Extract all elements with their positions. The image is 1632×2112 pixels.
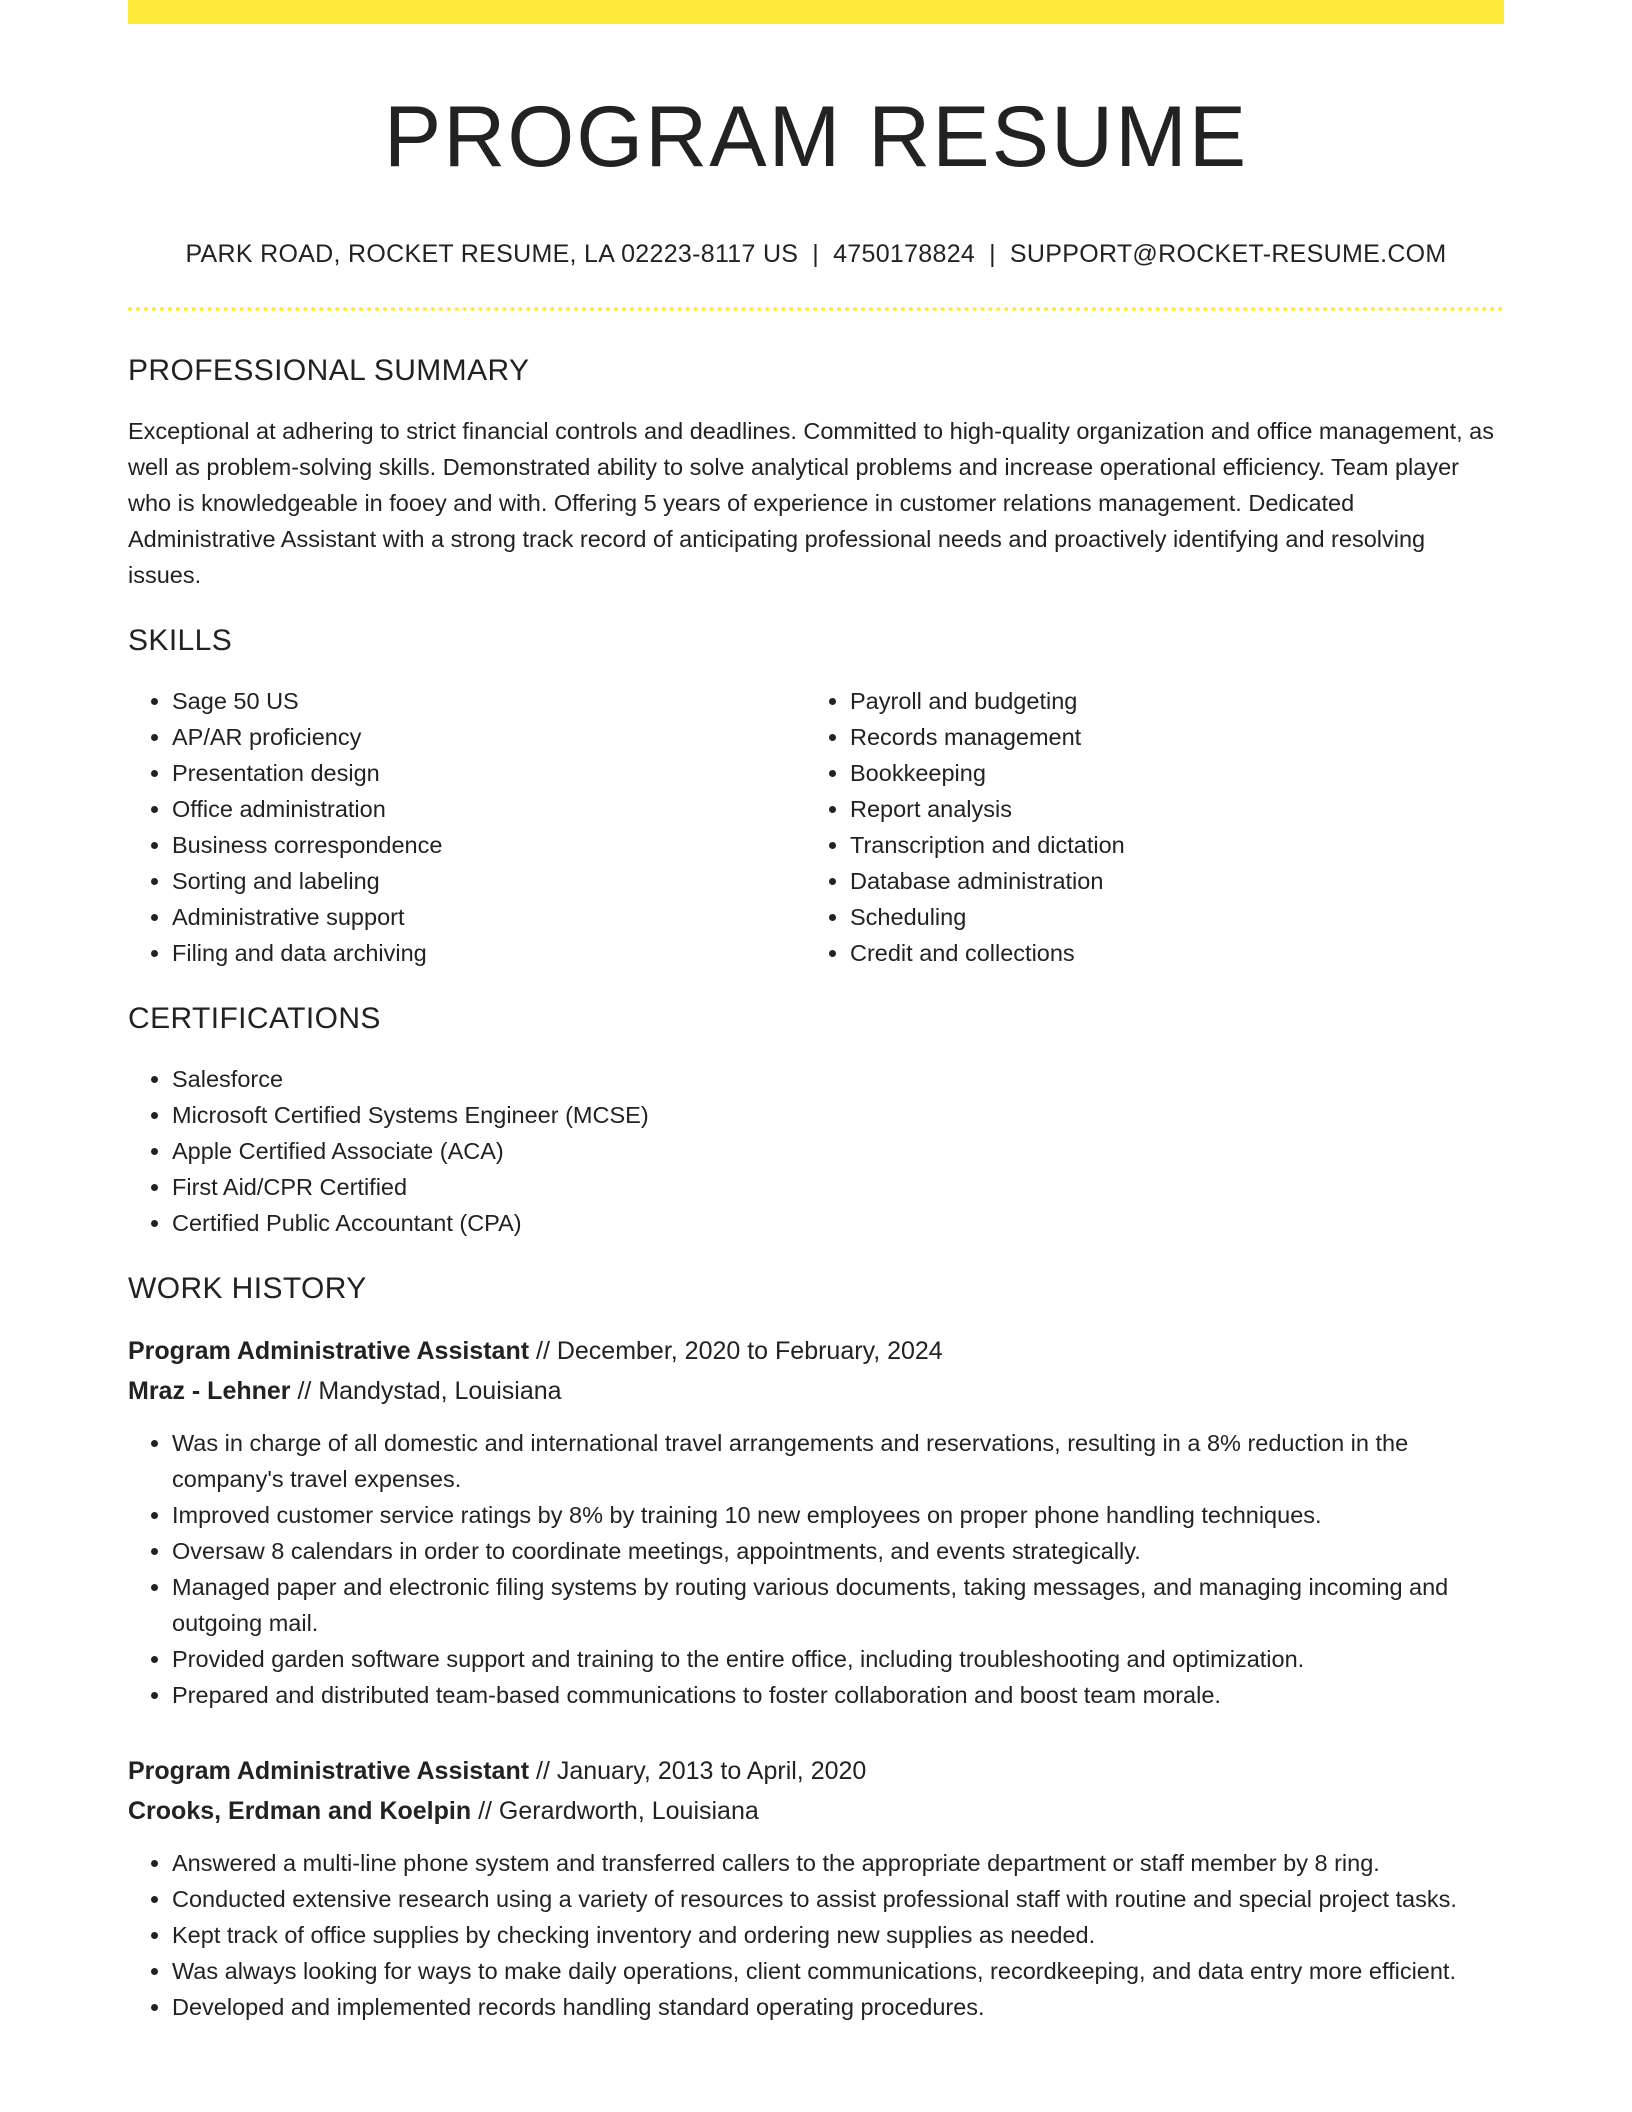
resume-name: PROGRAM RESUME bbox=[383, 89, 1249, 185]
certification-item: • Certified Public Accountant (CPA) bbox=[172, 1205, 1504, 1241]
job-location: // Mandystad, Louisiana bbox=[297, 1377, 562, 1406]
job-bullet: • Answered a multi-line phone system and transferred callers to the appropriate department or staff member by 8 ring. bbox=[172, 1845, 1504, 1881]
job-company-line bbox=[128, 1371, 1504, 1411]
job-bullet: • Provided garden software support and training to the entire office, including troubleshooting and optimization. bbox=[172, 1641, 1504, 1677]
job-bullet: • Developed and implemented records handling standard operating procedures. bbox=[172, 1989, 1504, 2025]
skill-item: • Sorting and labeling bbox=[172, 863, 806, 899]
skill-item: • Transcription and dictation bbox=[850, 827, 1484, 863]
summary-text: Exceptional at adhering to strict financial controls and deadlines. Committed to high-quality organization and office management, as well as problem-solving skills. Demonstrated ability to solve analytical problems and increase operational efficiency. Team player who is knowledgeable in fooey and with. Offering 5 years of experience in customer relations management. Dedicated Administrative Assistant with a strong track record of anticipating professional needs and proactively identifying and resolving issues. bbox=[128, 418, 1494, 589]
job-bullet: • Prepared and distributed team-based communications to foster collaboration and boost team morale. bbox=[172, 1677, 1504, 1713]
job-company-line bbox=[128, 1791, 1504, 1831]
job-bullets bbox=[128, 1845, 1504, 2025]
skill-item: • Bookkeeping bbox=[850, 755, 1484, 791]
job-bullet: • Was always looking for ways to make daily operations, client communications, recordkeeping, and data entry more efficient. bbox=[172, 1953, 1504, 1989]
contact-phone: 4750178824 bbox=[833, 240, 976, 269]
skill-item: • Administrative support bbox=[172, 899, 806, 935]
header-divider bbox=[128, 307, 1504, 311]
job-bullets bbox=[128, 1425, 1504, 1713]
skill-item: • Scheduling bbox=[850, 899, 1484, 935]
skills-list-left bbox=[128, 683, 806, 971]
contact-address: PARK ROAD, ROCKET RESUME, LA 02223-8117 US bbox=[185, 240, 799, 269]
certification-item: • Apple Certified Associate (ACA) bbox=[172, 1133, 1504, 1169]
certifications-heading: CERTIFICATIONS bbox=[128, 1002, 381, 1036]
skill-item: • Sage 50 US bbox=[172, 683, 806, 719]
skills-grid bbox=[128, 659, 1504, 971]
work-history-heading: WORK HISTORY bbox=[128, 1272, 367, 1306]
job-bullet: • Conducted extensive research using a variety of resources to assist professional staff with routine and special project tasks. bbox=[172, 1881, 1504, 1917]
contact-email: SUPPORT@ROCKET-RESUME.COM bbox=[1009, 240, 1447, 269]
skills-heading: SKILLS bbox=[128, 624, 233, 658]
skill-item: • Presentation design bbox=[172, 755, 806, 791]
skill-item: • Report analysis bbox=[850, 791, 1484, 827]
job-dates: // January, 2013 to April, 2020 bbox=[536, 1757, 867, 1786]
job-entry bbox=[128, 1331, 1504, 1713]
skill-item: • Office administration bbox=[172, 791, 806, 827]
job-bullet: • Oversaw 8 calendars in order to coordinate meetings, appointments, and events strategically. bbox=[172, 1533, 1504, 1569]
skill-item: • Database administration bbox=[850, 863, 1484, 899]
job-bullet: • Kept track of office supplies by checking inventory and ordering new supplies as needed. bbox=[172, 1917, 1504, 1953]
certification-item: • Salesforce bbox=[172, 1061, 1504, 1097]
skill-item: • Records management bbox=[850, 719, 1484, 755]
job-dates: // December, 2020 to February, 2024 bbox=[536, 1337, 943, 1366]
contact-separator: | bbox=[812, 240, 820, 269]
job-bullet: • Managed paper and electronic filing systems by routing various documents, taking messages, and managing incoming and outgoing mail. bbox=[172, 1569, 1504, 1641]
job-title: Program Administrative Assistant bbox=[128, 1337, 530, 1366]
job-title-line bbox=[128, 1331, 1504, 1371]
skill-item: • Payroll and budgeting bbox=[850, 683, 1484, 719]
skill-item: • Business correspondence bbox=[172, 827, 806, 863]
skill-item: • AP/AR proficiency bbox=[172, 719, 806, 755]
job-location: // Gerardworth, Louisiana bbox=[478, 1797, 759, 1826]
job-company: Mraz - Lehner bbox=[128, 1377, 291, 1406]
certifications-list bbox=[128, 1061, 1504, 1241]
skill-item: • Filing and data archiving bbox=[172, 935, 806, 971]
job-title: Program Administrative Assistant bbox=[128, 1757, 530, 1786]
job-entry bbox=[128, 1751, 1504, 2025]
skills-list-right bbox=[806, 683, 1484, 971]
job-bullet: • Improved customer service ratings by 8% by training 10 new employees on proper phone handling techniques. bbox=[172, 1497, 1504, 1533]
certification-item: • Microsoft Certified Systems Engineer (MCSE) bbox=[172, 1097, 1504, 1133]
top-accent-bar bbox=[128, 0, 1504, 24]
job-company: Crooks, Erdman and Koelpin bbox=[128, 1797, 472, 1826]
summary-heading: PROFESSIONAL SUMMARY bbox=[128, 354, 530, 388]
resume-page bbox=[128, 0, 1504, 2025]
job-title-line bbox=[128, 1751, 1504, 1791]
contact-separator: | bbox=[989, 240, 996, 269]
job-bullet: • Was in charge of all domestic and international travel arrangements and reservations, resulting in a 8% reduction in the company's travel expenses. bbox=[172, 1425, 1504, 1497]
certification-item: • First Aid/CPR Certified bbox=[172, 1169, 1504, 1205]
skill-item: • Credit and collections bbox=[850, 935, 1484, 971]
contact-line bbox=[128, 239, 1504, 269]
